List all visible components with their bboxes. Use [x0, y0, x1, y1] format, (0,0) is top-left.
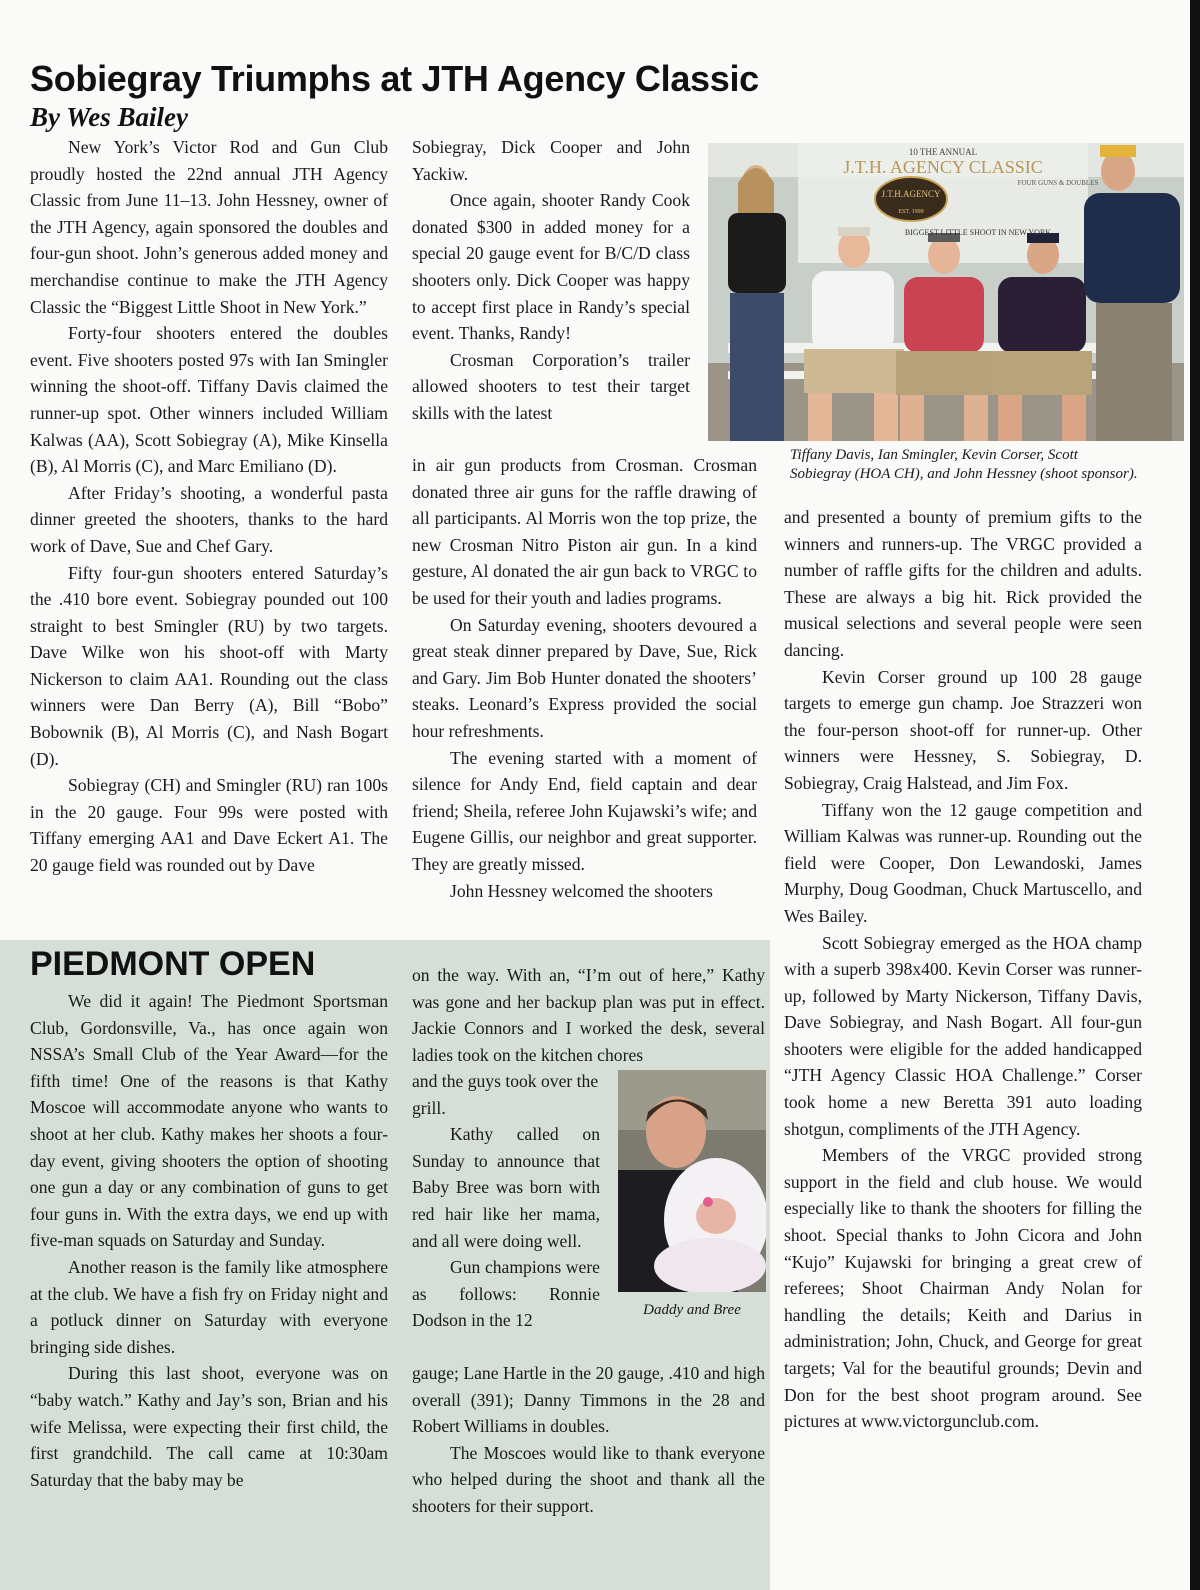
piedmont-column-2-top [412, 962, 765, 1068]
piedmont-paragraph: The Moscoes would like to thank everyone who helped during the shoot and thank all the shooters for their support. [412, 1442, 765, 1516]
piedmont-paragraph: Another reason is the family like atmosphere at the club. We have a fish fry on Friday night and a potluck dinner on Saturday with everyone bringing side dishes. [30, 1256, 388, 1357]
banner-line-1: 10 THE ANNUAL [908, 147, 978, 157]
piedmont-column-1 [30, 988, 388, 1493]
banner-line-3: FOUR GUNS & DOUBLES [1017, 179, 1099, 187]
group-photo-caption: Tiffany Davis, Ian Smingler, Kevin Corser, Scott Sobiegray (HOA CH), and John Hessney (shoot sponsor). [790, 447, 1138, 482]
article-paragraph: Sobiegray, Dick Cooper and John Yackiw. [412, 137, 690, 184]
article-paragraph: Kevin Corser ground up 100 28 gauge targets to emerge gun champ. Joe Strazzeri won the four-person shoot-off for runner-up. Other winners were Hessney, S. Sobiegray, D. Sobiegray, Craig Halstead, and Jim Fox. [784, 666, 1142, 793]
article-paragraph: Tiffany won the 12 gauge competition and William Kalwas was runner-up. Rounding out the field were Cooper, Don Lewandoski, James Murphy, Doug Goodman, Chuck Martuscello, and Wes Bailey. [784, 799, 1142, 926]
piedmont-headline: PIEDMONT OPEN [30, 945, 316, 983]
banner-logo: J.T.H.AGENCY [881, 189, 941, 199]
piedmont-paragraph: We did it again! The Piedmont Sportsman Club, Gordonsville, Va., has once again won NSSA’s Small Club of the Year Award—for the fifth time! One of the reasons is that Kathy Moscoe will accommodate anyone who wants to shoot at her club. Kathy makes her shoots a four-day event, giving shooters the option of shooting one gun a day or any combination of guns to get four guns in. With the extra days, we end up with five-man squads on Saturday and Sunday. [30, 991, 388, 1251]
baby-photo-illustration [618, 1070, 766, 1292]
article-paragraph: On Saturday evening, shooters devoured a great steak dinner prepared by Dave, Sue, Rick and Gary. Jim Bob Hunter donated the shooters’ steaks. Leonard’s Express provided the social hour refreshments. [412, 614, 757, 741]
article-paragraph: New York’s Victor Rod and Gun Club proudly hosted the 22nd annual JTH Agency Classic from June 11–13. John Hessney, owner of the JTH Agency, again sponsored the doubles and four-gun shoot. John’s generous added money and merchandise continue to make the JTH Agency Classic the “Biggest Little Shoot in New York.” [30, 137, 388, 317]
piedmont-paragraph: and the guys took over the grill. [412, 1071, 599, 1118]
page-edge [1190, 0, 1200, 1590]
piedmont-paragraph: During this last shoot, everyone was on “baby watch.” Kathy and Jay’s son, Brian and his wife Melissa, were expecting their first child, the first grandchild. The call came at 10:30am Saturday that the baby may be [30, 1363, 388, 1490]
article-paragraph: Scott Sobiegray emerged as the HOA champ with a superb 398x400. Kevin Corser was runner-up, followed by Marty Nickerson, Tiffany Davis, Dave Sobiegray, and Nash Bogart. All four-gun shooters were eligible for the added handicapped “JTH Agency Classic HOA Challenge.” Corser took home a new Beretta 391 auto loading shotgun, compliments of the JTH Agency. [784, 932, 1142, 1139]
piedmont-paragraph: on the way. With an, “I’m out of here,” Kathy was gone and her backup plan was put in effect. Jackie Connors and I worked the desk, several ladies took on the kitchen chores [412, 965, 765, 1065]
piedmont-paragraph: Gun champions were as follows: Ronnie Dodson in the 12 [412, 1257, 600, 1331]
article-column-1 [30, 134, 388, 879]
article-column-2-lower [412, 452, 757, 904]
article-column-3 [784, 504, 1142, 1435]
banner-line-2: J.T.H. AGENCY CLASSIC [843, 157, 1043, 177]
baby-photo-caption: Daddy and Bree [643, 1302, 741, 1318]
group-photo-illustration [708, 143, 1184, 441]
banner-line-4: BIGGEST LITTLE SHOOT IN NEW YORK [904, 228, 1052, 237]
piedmont-paragraph: Kathy called on Sunday to announce that Baby Bree was born with red hair like her mama, and all were doing well. [412, 1124, 600, 1251]
article-paragraph: and presented a bounty of premium gifts to the winners and runners-up. The VRGC provided a number of raffle gifts for the children and adults. These are always a big hit. Rick provided the musical selections and several people were seen dancing. [784, 507, 1142, 660]
article-paragraph: Crosman Corporation’s trailer allowed shooters to test their target skills with the latest [412, 349, 690, 423]
article-paragraph: The evening started with a moment of silence for Andy End, field captain and dear friend; Sheila, referee John Kujawski’s wife; and Eugene Gillis, our neighbor and great supporter. They are greatly missed. [412, 747, 757, 874]
article-paragraph: Fifty four-gun shooters entered Saturday’s the .410 bore event. Sobiegray pounded out 100 straight to best Smingler (RU) by two targets. Dave Wilke won his shoot-off with Marty Nickerson to claim AA1. Rounding out the class winners were Dan Berry (A), Bill “Bobo” Bobownik (B), Al Morris (C), and Nash Bogart (D). [30, 562, 388, 769]
article-byline: By Wes Bailey [30, 102, 188, 132]
article-paragraph: Sobiegray (CH) and Smingler (RU) ran 100s in the 20 gauge. Four 99s were posted with Tiffany emerging AA1 and Dave Eckert A1. The 20 gauge field was rounded out by Dave [30, 775, 388, 876]
article-paragraph: John Hessney welcomed the shooters [450, 880, 713, 901]
article-paragraph: After Friday’s shooting, a wonderful pasta dinner greeted the shooters, thanks to the hard work of Dave, Sue and Chef Gary. [30, 482, 388, 556]
piedmont-column-2-bottom [412, 1360, 765, 1520]
article-paragraph: Forty-four shooters entered the doubles event. Five shooters posted 97s with Ian Smingler winning the shoot-off. Tiffany Davis claimed the runner-up spot. Other winners included William Kalwas (AA), Scott Sobiegray (A), Mike Kinsella (B), Al Morris (C), and Marc Emiliano (D). [30, 323, 388, 477]
group-photo [708, 143, 1184, 441]
article-headline: Sobiegray Triumphs at JTH Agency Classic [30, 58, 759, 99]
piedmont-column-2-narrow [412, 1068, 600, 1334]
article-column-2-top [412, 134, 690, 427]
article-paragraph: Members of the VRGC provided strong support in the field and club house. We would especially like to thank the shooters for filling the shoot. Special thanks to John Cicora and John “Kujo” Kujawski for bringing a great crew of referees; Shoot Chairman Andy Nolan for handling the details; Keith and Darius in administration; John, Chuck, and George for great targets; Val for the beautiful grounds; Devin and Don for the best shoot program around. See pictures at www.victorgunclub.com. [784, 1145, 1142, 1432]
article-paragraph: in air gun products from Crosman. Crosman donated three air guns for the raffle drawing of all participants. Al Morris won the top prize, the new Crosman Nitro Piston air gun. In a kind gesture, Al donated the air gun back to VRGC to be used for their youth and ladies programs. [412, 455, 757, 608]
banner-logo-est: EST. 1999 [898, 209, 924, 215]
baby-photo [618, 1070, 766, 1292]
article-paragraph: Once again, shooter Randy Cook donated $300 in added money for a special 20 gauge event for B/C/D class shooters only. Dick Cooper was happy to accept first place in Randy’s special event. Thanks, Randy! [412, 190, 690, 344]
piedmont-paragraph: gauge; Lane Hartle in the 20 gauge, .410 and high overall (391); Danny Timmons in the 28 and Robert Williams in doubles. [412, 1363, 765, 1437]
